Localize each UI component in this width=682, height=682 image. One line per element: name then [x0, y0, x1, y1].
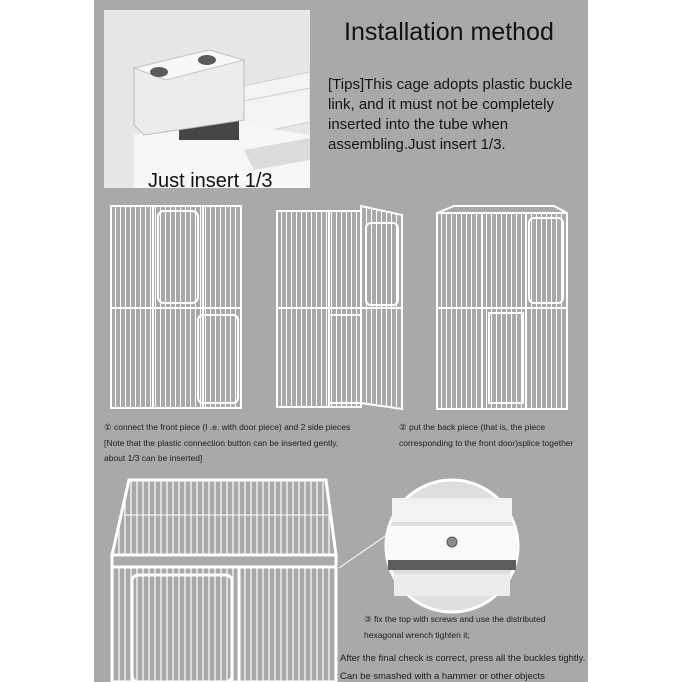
- cage-assembled-diagram: [434, 203, 570, 411]
- instruction-sheet: [94, 0, 588, 682]
- screw-detail-magnifier: [384, 478, 520, 614]
- cage-top-fixing-diagram: [104, 475, 344, 682]
- final-note-1: After the final check is correct, press all the buckles tightly.: [340, 653, 586, 664]
- page-title: Installation method: [344, 18, 554, 46]
- cage-back-piece-diagram: [274, 203, 406, 411]
- plastic-buckle-illustration: [104, 10, 310, 188]
- tips-text: [Tips]This cage adopts plastic buckle link, and it must not be completely inserted into the tube when assembling.Just insert 1/3.: [328, 76, 573, 153]
- step1-caption: ① connect the front piece (I .e. with door piece) and 2 side pieces [Note that the plastic connection button can be inserted gently, about 1/3 can be inserted]: [104, 422, 351, 463]
- step2-caption: ② put the back piece (that is, the piece corresponding to the front door)splice together: [399, 422, 574, 448]
- cage-front-and-sides-diagram: [108, 203, 244, 411]
- step3-caption: ③ fix the top with screws and use the distributed hexagonal wrench tighten it;: [364, 614, 546, 640]
- magnifier-pointer-line: [339, 530, 394, 570]
- inset-caption: Just insert 1/3: [148, 170, 273, 192]
- buckle-closeup-photo: [104, 10, 310, 192]
- final-note-2: Can be smashed with a hammer or other objects: [340, 671, 545, 682]
